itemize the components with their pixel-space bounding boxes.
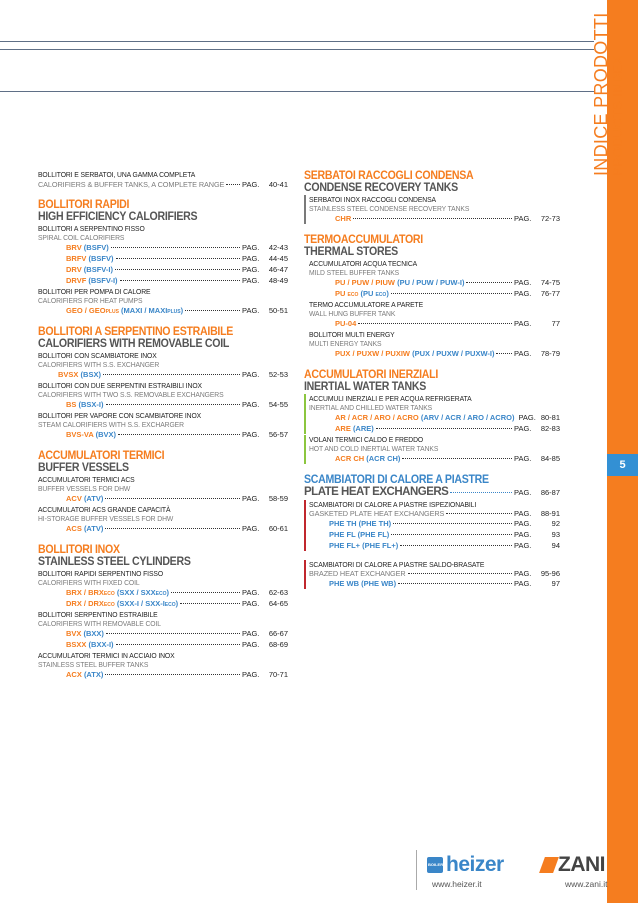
group-title-it: SCAMBIATORI DI CALORE A PIASTRE SALDO-BRASATE xyxy=(309,560,485,569)
group-title-it: BOLLITORI SERPENTINO ESTRAIBILE xyxy=(38,610,158,619)
entry-pu[interactable]: PU / PUW / PIUW (PU / PUW / PUW-I) PAG. 74-75 xyxy=(335,278,560,287)
heizer-url[interactable]: www.heizer.it xyxy=(432,879,482,889)
group-title-it: VOLANI TERMICI CALDO E FREDDO xyxy=(309,435,424,444)
group-title-it: BOLLITORI MULTI ENERGY xyxy=(309,330,395,339)
zani-logo-mark xyxy=(539,857,559,873)
group-title-en: SPIRAL COIL CALORIFIERS xyxy=(38,233,125,242)
group-ss-exchanger xyxy=(38,351,288,380)
group-title-it: ACCUMULATORI TERMICI IN ACCIAIO INOX xyxy=(38,651,175,660)
group-spiral-coil xyxy=(38,224,288,286)
group-title-en: BRAZED HEAT EXCHANGER xyxy=(309,569,406,578)
entry-phe-wb[interactable]: PHE WB (PHE WB) PAG. 97 xyxy=(329,579,560,588)
section-bollitori-rapidi xyxy=(38,199,288,316)
entry-phe-th[interactable]: PHE TH (PHE TH) PAG. 92 xyxy=(329,519,560,528)
heizer-logo-text: heizer xyxy=(446,853,504,876)
group-fixed-coil xyxy=(38,569,288,609)
sidebar-title xyxy=(592,12,624,176)
intro xyxy=(38,170,288,190)
group-title-en: BUFFER VESSELS FOR DHW xyxy=(38,484,131,493)
group-hi-storage xyxy=(38,505,288,534)
group-steam xyxy=(38,411,288,440)
section-title: ACCUMULATORI INERZIALI xyxy=(304,369,439,381)
group-removable-coil xyxy=(38,610,288,650)
left-column xyxy=(38,170,288,681)
entry-bvx[interactable]: BVX (BXX) PAG. 66-67 xyxy=(66,629,288,638)
section-condensa xyxy=(304,170,560,224)
group-title-en: INERTIAL AND CHILLED WATER TANKS xyxy=(309,403,433,412)
entry-brx[interactable]: BRX / BRXECO (SXX / SXXECO) PAG. 62-63 xyxy=(66,588,288,597)
group-acs xyxy=(38,475,288,504)
entry-acv[interactable]: ACV (ATV) PAG. 58-59 xyxy=(66,494,288,503)
group-bar-red xyxy=(304,500,306,551)
group-mild-steel xyxy=(304,259,560,299)
entry-drv[interactable]: DRV (BSFV-I) PAG. 46-47 xyxy=(66,265,288,274)
section-title: BOLLITORI INOX xyxy=(38,544,120,556)
intro-it: BOLLITORI E SERBATOI, UNA GAMMA COMPLETA xyxy=(38,170,196,179)
group-title-it: ACCUMULI INERZIALI E PER ACQUA REFRIGERATA xyxy=(309,394,472,403)
group-multi-energy xyxy=(304,330,560,359)
entry-acx[interactable]: ACX (ATX) PAG. 70-71 xyxy=(66,670,288,679)
entry-ar[interactable]: AR / ACR / ARO / ACRO (ARV / ACR / ARO / ACRO) PAG. 80-81 xyxy=(335,413,560,422)
entry-bvs-va[interactable]: BVS-VA (BVX) PAG. 56-57 xyxy=(66,430,288,439)
entry-pu-04[interactable]: PU-04 PAG. 77 xyxy=(335,319,560,328)
zani-url[interactable]: www.zani.it xyxy=(565,879,608,889)
entry-are[interactable]: ARE (ARE) PAG. 82-83 xyxy=(335,424,560,433)
group-title-en: MULTI ENERGY TANKS xyxy=(309,339,382,348)
group-title-en: CALORIFIERS FOR HEAT PUMPS xyxy=(38,296,143,305)
entry-acs[interactable]: ACS (ATV) PAG. 60-61 xyxy=(66,524,288,533)
section-title: BOLLITORI A SERPENTINO ESTRAIBILE xyxy=(38,326,234,338)
group-title-en: STAINLESS STEEL BUFFER TANKS xyxy=(38,660,149,669)
group-gasketed-row[interactable]: GASKETED PLATE HEAT EXCHANGERS PAG. 88-91 xyxy=(309,509,560,518)
section-title: SERBATOI RACCOGLI CONDENSA xyxy=(304,170,474,182)
group-title-en: MILD STEEL BUFFER TANKS xyxy=(309,268,400,277)
sidebar-title-it: INDICE PRODOTTI xyxy=(591,12,611,176)
group-title-en: CALORIFIERS WITH TWO S.S. REMOVABLE EXCHANGERS xyxy=(38,390,224,399)
section-serpentino-estraibile xyxy=(38,326,288,440)
footer-divider xyxy=(416,850,417,890)
zani-logo xyxy=(540,853,610,876)
section-termoaccumulatori xyxy=(304,234,560,359)
group-brazed xyxy=(304,560,560,589)
section-subtitle-row[interactable]: PLATE HEAT EXCHANGERS PAG. 86-87 xyxy=(304,486,560,498)
section-title: BOLLITORI RAPIDI xyxy=(38,199,130,211)
group-title-en: HOT AND COLD INERTIAL WATER TANKS xyxy=(309,444,439,453)
zani-logo-text: ZANI xyxy=(558,853,605,876)
section-subtitle: BUFFER VESSELS xyxy=(38,462,129,474)
group-title-it: SERBATOI INOX RACCOGLI CONDENSA xyxy=(309,195,436,204)
group-title-en: CALORIFIERS WITH S.S. EXCHANGER xyxy=(38,360,160,369)
section-accumulatori-termici xyxy=(38,450,288,534)
group-ss-buffer xyxy=(38,651,288,680)
entry-bsxx[interactable]: BSXX (BXX-I) PAG. 68-69 xyxy=(66,640,288,649)
page-number: 5 xyxy=(607,454,638,476)
group-title-it: BOLLITORI CON DUE SERPENTINI ESTRAIBILI INOX xyxy=(38,381,202,390)
group-bar-green xyxy=(304,394,306,434)
section-subtitle: CALORIFIERS WITH REMOVABLE COIL xyxy=(38,338,230,350)
section-subtitle: HIGH EFFICIENCY CALORIFIERS xyxy=(38,211,198,223)
entry-brv[interactable]: BRV (BSFV) PAG. 42-43 xyxy=(66,243,288,252)
group-bar-red xyxy=(304,560,306,589)
entry-drx[interactable]: DRX / DRXECO (SXX-I / SXX-IECO) PAG. 64-65 xyxy=(66,599,288,608)
group-title-en: GASKETED PLATE HEAT EXCHANGERS xyxy=(309,509,445,518)
section-subtitle: INERTIAL WATER TANKS xyxy=(304,381,427,393)
right-column xyxy=(304,170,560,590)
sidebar-title-en: PRODUCTS INDEX xyxy=(610,55,625,176)
top-rule-2 xyxy=(0,49,594,50)
group-hot-cold xyxy=(304,435,560,464)
section-subtitle: STAINLESS STEEL CYLINDERS xyxy=(38,556,191,568)
group-title-it: TERMO ACCUMULATORE A PARETE xyxy=(309,300,424,309)
group-heat-pumps xyxy=(38,287,288,316)
group-wall-hung xyxy=(304,300,560,329)
group-title-en: STEAM CALORIFIERS WITH S.S. EXCHARGER xyxy=(38,420,184,429)
group-bar-green xyxy=(304,435,306,464)
section-bollitori-inox xyxy=(38,544,288,680)
entry-phe-fl-plus[interactable]: PHE FL+ (PHE FL+) PAG. 94 xyxy=(329,541,560,550)
group-title-it: BOLLITORI A SERPENTINO FISSO xyxy=(38,224,145,233)
group-title-it: ACCUMULATORI TERMICI ACS xyxy=(38,475,135,484)
entry-geo[interactable]: GEO / GEOPLUS (MAXI / MAXIPLUS) PAG. 50-51 xyxy=(66,306,288,315)
section-title: TERMOACCUMULATORI xyxy=(304,234,423,246)
entry-acr-ch[interactable]: ACR CH (ACR CH) PAG. 84-85 xyxy=(335,454,560,463)
entry-pux[interactable]: PUX / PUXW / PUXIW (PUX / PUXW / PUXW-I) PAG. 78-79 xyxy=(335,349,560,358)
entry-brfv[interactable]: BRFV (BSFV) PAG. 44-45 xyxy=(66,254,288,263)
section-subtitle: CONDENSE RECOVERY TANKS xyxy=(304,182,458,194)
heizer-logo xyxy=(427,853,527,876)
group-title-en: WALL HUNG BUFFER TANK xyxy=(309,309,396,318)
section-title: SCAMBIATORI DI CALORE A PIASTRE xyxy=(304,474,489,486)
section-subtitle: THERMAL STORES xyxy=(304,246,398,258)
group-title-it: BOLLITORI RAPIDI SERPENTINO FISSO xyxy=(38,569,164,578)
group-title-it: BOLLITORI PER POMPA DI CALORE xyxy=(38,287,151,296)
group-bar-grey xyxy=(304,195,306,224)
top-rule xyxy=(0,41,594,42)
group-title-en: HI-STORAGE BUFFER VESSELS FOR DHW xyxy=(38,514,174,523)
group-chilled xyxy=(304,394,560,434)
dot-leader xyxy=(226,184,240,185)
group-title-it: SCAMBIATORI DI CALORE A PIASTRE ISPEZIONABILI xyxy=(309,500,477,509)
entry-bs[interactable]: BS (BSX-I) PAG. 54-55 xyxy=(66,400,288,409)
group-title-it: BOLLITORI CON SCAMBIATORE INOX xyxy=(38,351,157,360)
mid-rule xyxy=(0,91,594,92)
entry-pu-eco[interactable]: PU ECO (PU ECO) PAG. 76-77 xyxy=(335,289,560,298)
group-title-it: ACCUMULATORI ACS GRANDE CAPACITÀ xyxy=(38,505,171,514)
group-brazed-row[interactable]: BRAZED HEAT EXCHANGER PAG. 95-96 xyxy=(309,569,560,578)
intro-en: CALORIFIERS & BUFFER TANKS, A COMPLETE RANGE xyxy=(38,180,225,189)
section-subtitle: PLATE HEAT EXCHANGERS xyxy=(304,486,449,498)
section-scambiatori xyxy=(304,474,560,589)
group-two-coils xyxy=(38,381,288,410)
group-title-en: CALORIFIERS WITH REMOVABLE COIL xyxy=(38,619,161,628)
section-title: ACCUMULATORI TERMICI xyxy=(38,450,165,462)
entry-phe-fl[interactable]: PHE FL (PHE FL) PAG. 93 xyxy=(329,530,560,539)
group-title-it: ACCUMULATORI ACQUA TECNICA xyxy=(309,259,418,268)
heizer-logo-tag: BOILERS xyxy=(428,862,446,867)
entry-bvsx[interactable]: BVSX (BSX) PAG. 52-53 xyxy=(58,370,288,379)
intro-row[interactable]: CALORIFIERS & BUFFER TANKS, A COMPLETE RANGE PAG. 40-41 xyxy=(38,180,288,189)
group-title-it: BOLLITORI PER VAPORE CON SCAMBIATORE INOX xyxy=(38,411,202,420)
group-title-en: STAINLESS STEEL CONDENSE RECOVERY TANKS xyxy=(309,204,470,213)
entry-drvf[interactable]: DRVF (BSFV-I) PAG. 48-49 xyxy=(66,276,288,285)
group-title-en: CALORIFIERS WITH FIXED COIL xyxy=(38,578,140,587)
section-inerziali xyxy=(304,369,560,464)
entry-chr[interactable]: CHR PAG. 72-73 xyxy=(335,214,560,223)
group-gasketed xyxy=(304,500,560,551)
group-condense xyxy=(304,195,560,224)
